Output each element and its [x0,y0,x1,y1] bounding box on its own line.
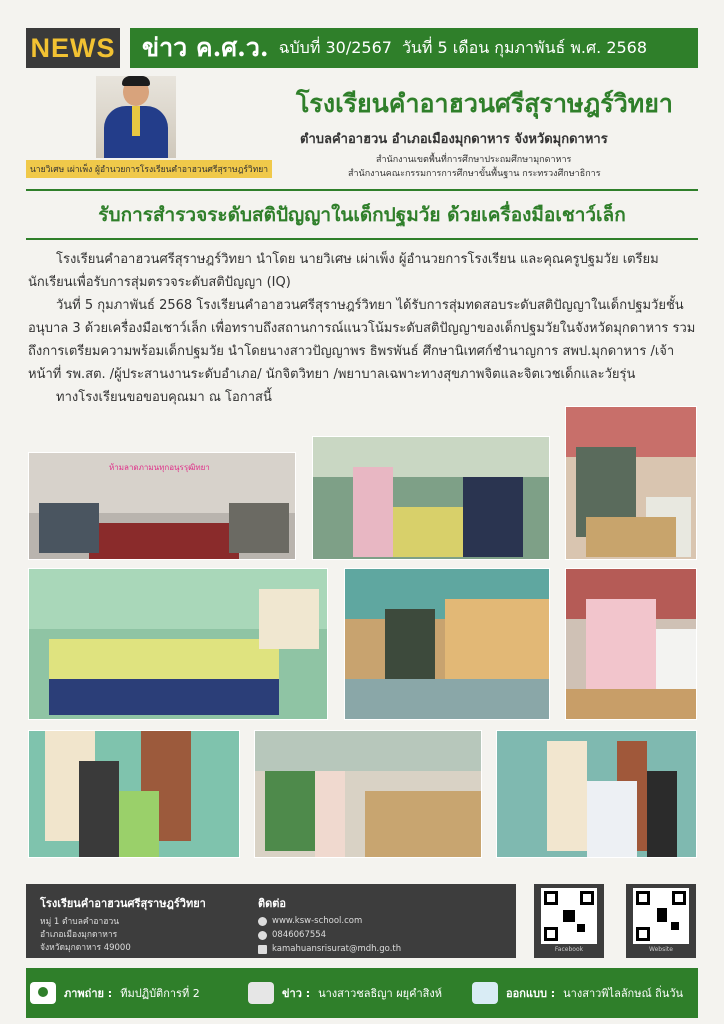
footer-phone[interactable]: 0846067554 [272,930,327,940]
credit-design [472,982,683,1004]
credit-design-label: ออกแบบ : [506,987,556,1000]
photo-hallway [496,730,697,858]
photo-teacher-with-child [565,406,697,560]
school-office-obec: สำนักงานคณะกรรมการการศึกษาขั้นพื้นฐาน กระทรวงศึกษาธิการ [348,169,601,179]
footer-contact-title: ติดต่อ [258,897,287,910]
footer-address-line-2: อำเภอเมืองมุกดาหาร [40,930,118,940]
footer-website-row[interactable] [258,916,362,926]
footer-website[interactable]: www.ksw-school.com [272,916,363,926]
masthead-bar [130,28,698,68]
credit-news [248,982,442,1004]
footer-email[interactable]: kamahuansrisurat@mdh.go.th [272,944,402,954]
issue-date: วันที่ 5 เดือน กุมภาพันธ์ พ.ศ. 2568 [401,37,648,57]
footer-phone-row[interactable] [258,930,326,940]
qr-code-icon [541,888,597,944]
newspaper-icon [248,982,274,1004]
design-icon [472,982,498,1004]
newsletter-title: ข่าว ค.ศ.ว. [142,33,269,62]
article-paragraph-3: ทางโรงเรียนขอขอบคุณมา ณ โอกาสนี้ [56,390,272,405]
news-badge: NEWS [26,28,120,68]
credit-photo [30,982,200,1004]
footer-address-line-1: หมู่ 1 ตำบลคำอาฮวน [40,917,120,927]
photo-banner-text: ห้ามลาดภามนทุกอนุรรุฒิทยา [109,463,210,472]
article-headline: รับการสำรวจระดับสติปัญญาในเด็กปฐมวัย ด้วยเครื่องมือเชาว์เล็ก [98,204,626,226]
divider-top [26,189,698,191]
school-name: โรงเรียนคำอาฮวนศรีสุราษฎร์วิทยา [296,89,673,118]
photo-students-group [28,568,328,720]
credit-news-label: ข่าว : [282,987,311,1000]
camera-icon [30,982,56,1004]
footer-address-line-3: จังหวัดมุกดาหาร 49000 [40,943,131,953]
photo-classroom-door [28,730,240,858]
qr-facebook-label: Facebook [554,946,584,953]
mail-icon [258,945,267,954]
divider-bottom [26,238,698,240]
director-photo [96,76,176,158]
credit-design-name: นางสาวพิไลลักษณ์ ถิ่นวัน [563,987,684,1000]
issue-number: ฉบับที่ 30/2567 [278,37,392,57]
phone-icon [258,931,267,940]
footer-contact-panel [26,884,516,958]
credit-photo-name: ทีมปฏิบัติการที่ 2 [120,987,200,1000]
article-paragraph-2: วันที่ 5 กุมภาพันธ์ 2568 โรงเรียนคำอาฮวนศรีสุราษฎร์วิทยา ได้รับการสุ่มทดสอบระดับสติปัญญาในเด็กปฐมวัยชั้นอนุบาล 3 ด้วยเครื่องมือเชาว์เล็ก เพื่อทราบถึงสถานการณ์แนวโน้มระดับสติปัญญาของเด็กปฐมวัยในจังหวัดมุกดาหาร รวมถึงการเตรียมความพร้อมเด็กปฐมวัย นำโดยนางสาวปัญญาพร ธิพรพันธ์ ศึกษานิเทศก์ชำนาญการ สพป.มุกดาหาร /เจ้าหน้าที่ รพ.สต. /ผู้ประสานงานระดับอำเภอ/ นักจิตวิทยา /พยาบาลเฉพาะทางสุขภาพจิตและจิตเวชเด็กและวัยรุ่น [28,298,696,382]
globe-icon [258,917,267,926]
article-body [28,248,698,409]
qr-facebook[interactable] [534,884,604,958]
school-address: ตำบลคำอาฮวน อำเภอเมืองมุกดาหาร จังหวัดมุกดาหาร [300,132,608,147]
credit-news-name: นางสาวชลธิญา ผยุคำสิงห์ [318,987,442,1000]
qr-website-label: Website [649,946,673,953]
school-office-area: สำนักงานเขตพื้นที่การศึกษาประถมศึกษามุกดาหาร [376,155,572,165]
credits-bar [26,968,698,1018]
credit-photo-label: ภาพถ่าย : [64,987,113,1000]
qr-website[interactable] [626,884,696,958]
photo-classroom-desks [344,568,550,720]
footer-school-name: โรงเรียนคำอาฮวนศรีสุราษฎร์วิทยา [40,897,206,910]
photo-assessment-closeup [565,568,697,720]
photo-meeting-room [28,452,296,560]
footer-email-row[interactable] [258,944,401,954]
director-caption: นายวิเศษ เผ่าเพ็ง ผู้อำนวยการโรงเรียนคำอาฮวนศรีสุราษฎร์วิทยา [26,160,272,178]
qr-code-icon [633,888,689,944]
photo-classroom-activity [254,730,482,858]
article-paragraph-1: โรงเรียนคำอาฮวนศรีสุราษฎร์วิทยา นำโดย นายวิเศษ เผ่าเพ็ง ผู้อำนวยการโรงเรียน และคุณครูปฐมวัย เตรียมนักเรียนเพื่อรับการสุ่มตรวจระดับสติปัญญา (IQ) [28,252,659,290]
photo-testing-table [312,436,550,560]
